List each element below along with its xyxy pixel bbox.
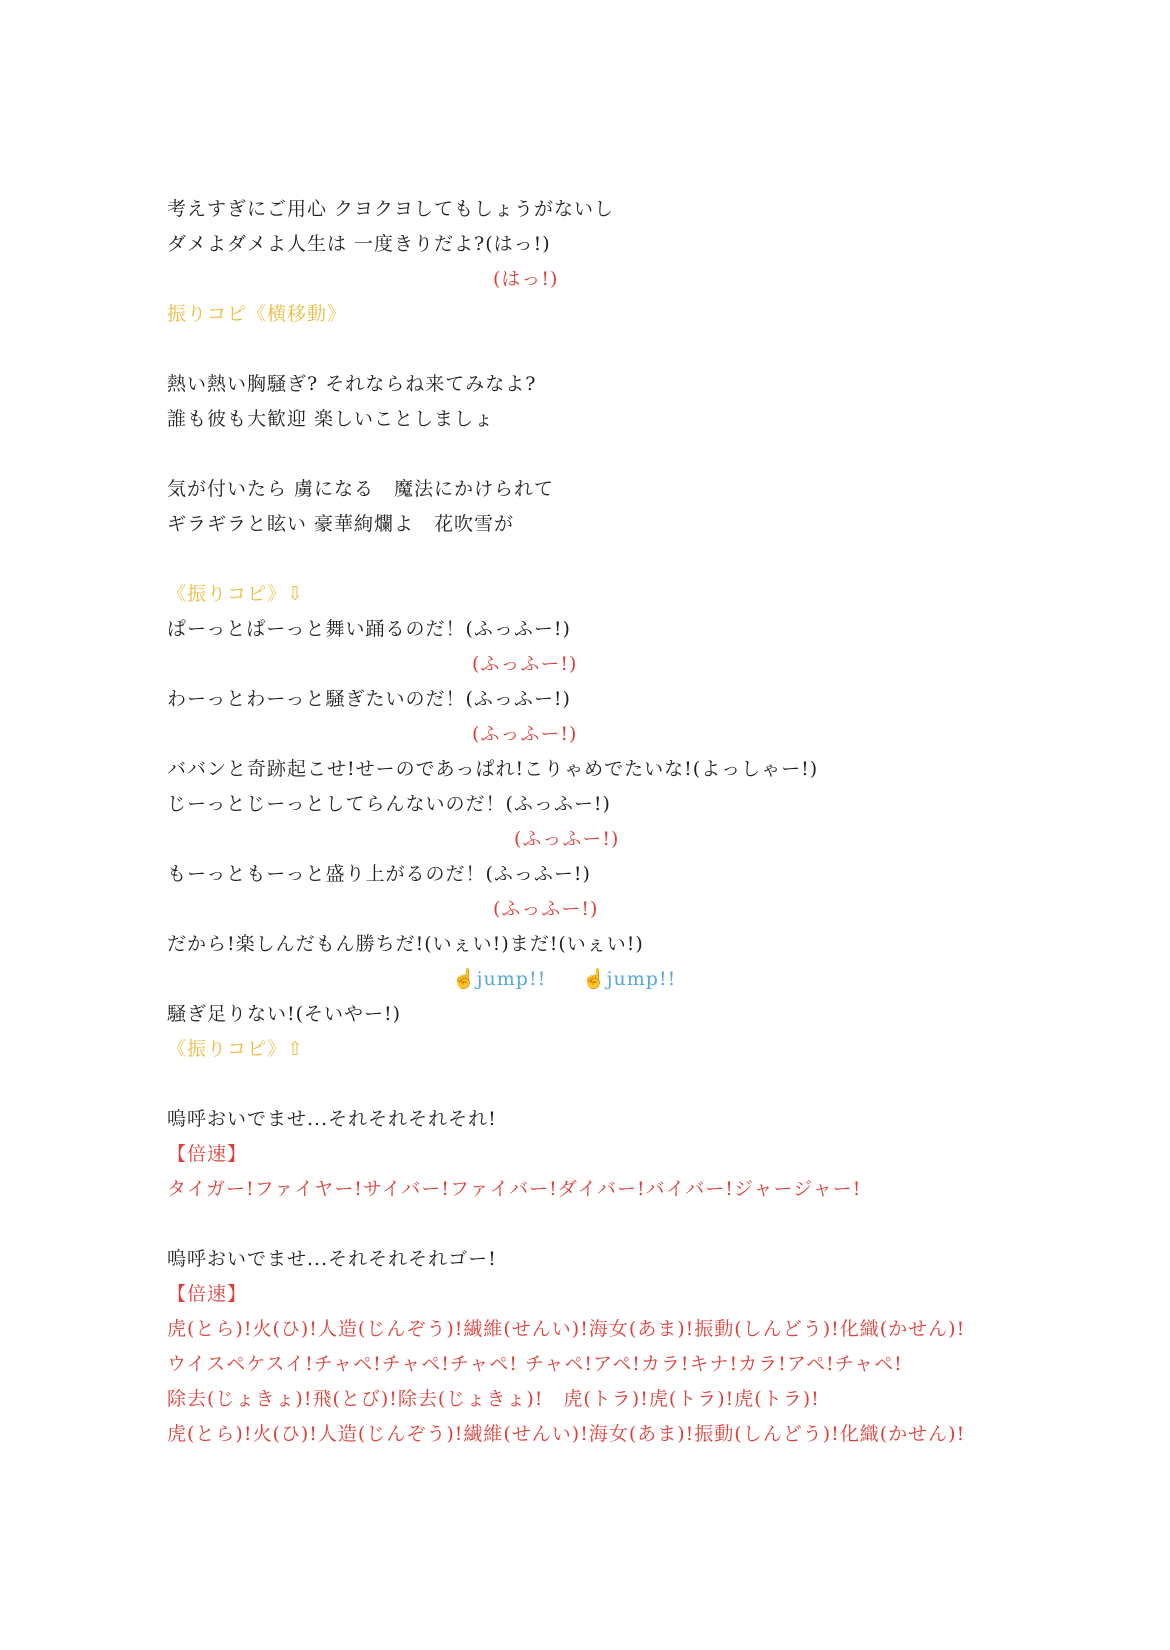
lyric-line: ぱーっとぱーっと舞い踊るのだ！(ふっふー!) — [167, 618, 571, 640]
lyric-line: 誰も彼も大歓迎 楽しいことしましょ — [167, 408, 495, 430]
choreo-cue: 《振りコピ》⇩ — [167, 583, 304, 605]
lyric-line: わーっとわーっと騒ぎたいのだ！(ふっふー!) — [167, 688, 571, 710]
choreo-cue: 振りコピ《横移動》 — [167, 303, 348, 325]
rap-line: 虎(とら)!火(ひ)!人造(じんぞう)!繊維(せんい)!海女(あま)!振動(しんどう)!化織(かせん)! — [167, 1318, 966, 1340]
choreo-cue: 《振りコピ》⇧ — [167, 1038, 304, 1060]
call-response: (ふっふー!) — [472, 723, 578, 745]
call-response: (ふっふー!) — [514, 828, 620, 850]
lyric-line: もーっともーっと盛り上がるのだ！(ふっふー!) — [167, 863, 591, 885]
jump-cue: ☝jump!! — [582, 968, 677, 990]
lyric-line: 気が付いたら 虜になる 魔法にかけられて — [167, 478, 555, 500]
lyric-line: 嗚呼おいでませ...それそれそれゴー! — [167, 1248, 497, 1270]
lyric-line: じーっとじーっとしてらんないのだ！(ふっふー!) — [167, 793, 611, 815]
lyric-line: だから!楽しんだもん勝ちだ!(いぇい!)まだ!(いぇい!) — [167, 933, 644, 955]
lyric-line: ダメよダメよ人生は 一度きりだよ?(はっ!) — [167, 233, 551, 255]
lyric-line: 熱い熱い胸騒ぎ? それならね来てみなよ? — [167, 373, 537, 395]
speed-label: 【倍速】 — [167, 1143, 248, 1165]
call-response: (ふっふー!) — [472, 653, 578, 675]
rap-line: 虎(とら)!火(ひ)!人造(じんぞう)!繊維(せんい)!海女(あま)!振動(しんどう)!化織(かせん)! — [167, 1423, 966, 1445]
lyric-line: ギラギラと眩い 豪華絢爛よ 花吹雪が — [167, 513, 515, 535]
rap-line: 除去(じょきょ)!飛(とび)!除去(じょきょ)! 虎(トラ)!虎(トラ)!虎(トラ)! — [167, 1388, 820, 1410]
call-response: (ふっふー!) — [493, 898, 599, 920]
lyric-line: 騒ぎ足りない!(そいやー!) — [167, 1003, 402, 1025]
jump-cue: ☝jump!! — [452, 968, 547, 990]
rap-line: ウイスペケスイ!チャペ!チャペ!チャペ! チャペ!アペ!カラ!キナ!カラ!アペ!チャペ! — [167, 1353, 903, 1375]
rap-line: タイガー!ファイヤー!サイバー!ファイバー!ダイバー!バイバー!ジャージャー! — [167, 1178, 862, 1200]
lyric-line: 考えすぎにご用心 クヨクヨしてもしょうがないし — [167, 198, 615, 220]
call-response: (はっ!) — [493, 268, 559, 290]
lyric-line: ババンと奇跡起こせ!せーのであっぱれ!こりゃめでたいな!(よっしゃー!) — [167, 758, 819, 780]
speed-label: 【倍速】 — [167, 1283, 248, 1305]
lyric-line: 嗚呼おいでませ...それそれそれそれ! — [167, 1108, 497, 1130]
